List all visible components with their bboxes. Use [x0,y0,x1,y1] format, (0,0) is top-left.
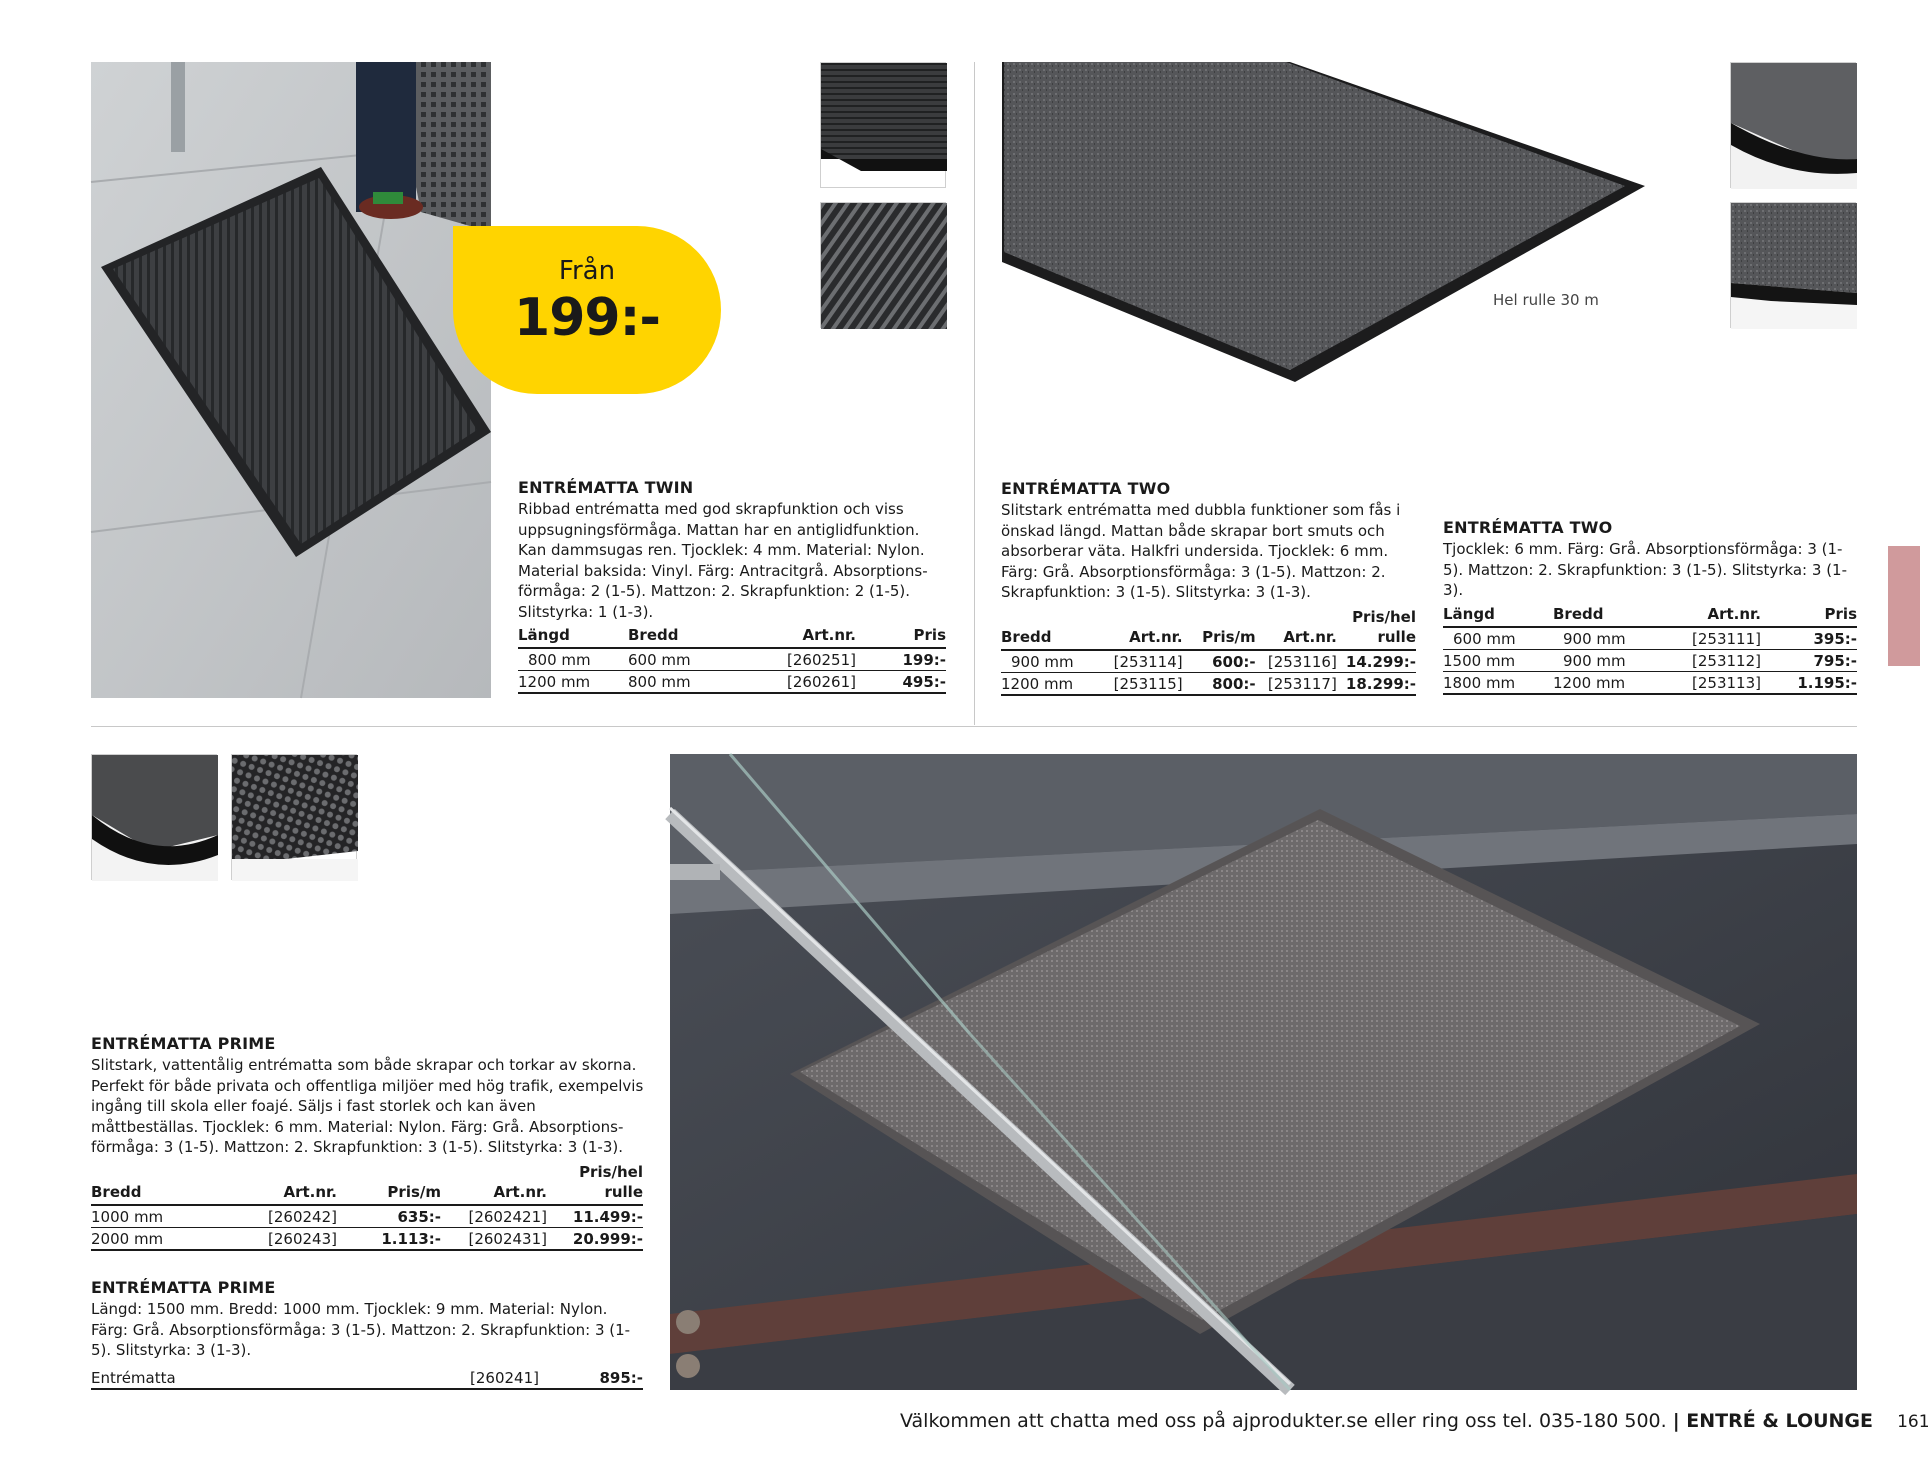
roll-length-caption: Hel rulle 30 m [1493,291,1599,309]
two-roll-graphic [1000,62,1660,392]
price-badge [453,226,721,394]
two-corner-graphic [1731,63,1857,189]
table-header-row [91,1162,643,1205]
cell-length: 1800 mm [1443,671,1553,694]
two-roll-description: Slitstark entrématta med dubbla funktioner som fås i önskad längd. Mattan både skrapar bort smuts och absorberar väta. Halkfri undersida. Tjocklek: 6 mm. Färg: Grå. Absorptionsförmåga: 3 (1-5). Mattzon: 2. Skrapfunktion: 3 (1-5). Slitstyrka: 3 (1-3). [1001,501,1401,601]
footer-contact-text: Välkommen att chatta med oss på ajprodukter.se eller ring oss tel. 035-180 500. [900,1410,1667,1432]
page-footer [900,1410,1930,1432]
two-roll-photo [1000,62,1660,392]
col-price-m-header: Pris/m [1183,607,1256,650]
cell-artnr: [253113] [1663,671,1761,694]
col-length-header: Längd [1443,605,1553,627]
badge-price: 199:- [514,288,660,348]
section-tab [1888,546,1920,666]
footer-section-label: | ENTRÉ & LOUNGE [1672,1410,1874,1432]
cell-price-roll: 20.999:- [547,1227,643,1250]
prime-thumb-texture [231,754,357,880]
two-fixed-price-table [1443,605,1857,695]
table-row [91,1367,643,1389]
cell-price: 495:- [856,671,946,694]
cell-width: 900 mm [1553,627,1663,650]
col-price-header: Pris [1761,605,1857,627]
col-artnr-header: Art.nr. [738,626,856,648]
cell-artnr: [260251] [738,648,856,671]
col-artnr2-header: Art.nr. [1256,607,1337,650]
cell-artnr: [253111] [1663,627,1761,650]
two-roll-block [1001,479,1421,696]
table-header-row [1443,605,1857,627]
two-fixed-description: Tjocklek: 6 mm. Färg: Grå. Absorptionsförmåga: 3 (1-5). Mattzon: 2. Skrapfunktion: 3 (1-5). Slitstyrka: 3 (1-3). [1443,540,1847,599]
cell-price-roll: 14.299:- [1337,650,1416,673]
page-number: 161 [1897,1412,1930,1432]
cell-artnr: [260243] [241,1227,337,1250]
prime-fixed-block [91,1278,646,1390]
section-divider [91,726,1857,727]
cell-width: 1200 mm [1001,672,1097,695]
cell-artnr2: [2602431] [441,1227,547,1250]
cell-price-m: 600:- [1183,650,1256,673]
col-length-header: Längd [518,626,628,648]
cell-width: 900 mm [1001,650,1097,673]
prime-roll-block [91,1034,646,1251]
table-row [518,648,946,671]
table-row [1001,672,1416,695]
prime-roll-title: ENTRÉMATTA PRIME [91,1034,276,1053]
prime-fixed-title: ENTRÉMATTA PRIME [91,1278,276,1297]
twin-thumb-texture [820,202,946,328]
two-thumb-corner [1730,62,1856,188]
cell-product: Entrématta [91,1367,419,1389]
prime-roll-price-table [91,1162,643,1251]
cell-width: 600 mm [628,648,738,671]
two-thumb-edge [1730,202,1856,328]
cell-artnr: [253115] [1097,672,1182,695]
cell-width: 1000 mm [91,1205,241,1228]
cell-width: 900 mm [1553,649,1663,671]
table-row [91,1227,643,1250]
cell-price: 395:- [1761,627,1857,650]
two-fixed-block [1443,518,1858,695]
cell-artnr: [253112] [1663,649,1761,671]
cell-artnr: [260241] [419,1367,539,1389]
cell-artnr: [253114] [1097,650,1182,673]
prime-texture-graphic [232,755,358,881]
col-width-header: Bredd [1553,605,1663,627]
table-row [1001,650,1416,673]
cell-price-m: 635:- [337,1205,441,1228]
twin-block [518,478,948,694]
twin-lifestyle-photo [91,62,491,698]
table-row [518,671,946,694]
col-width-header: Bredd [1001,607,1097,650]
two-roll-price-table [1001,607,1416,696]
col-artnr-header: Art.nr. [241,1162,337,1205]
table-row [1443,627,1857,650]
cell-price-m: 800:- [1183,672,1256,695]
table-row [91,1205,643,1228]
col-price-header: Pris [856,626,946,648]
twin-price-table [518,626,946,694]
col-price-m-header: Pris/m [337,1162,441,1205]
col-artnr-header: Art.nr. [1097,607,1182,650]
table-header-row [1001,607,1416,650]
two-fixed-title: ENTRÉMATTA TWO [1443,518,1613,537]
cell-length: 1500 mm [1443,649,1553,671]
column-divider [974,62,975,725]
cell-price: 895:- [539,1367,643,1389]
twin-description: Ribbad entrématta med god skrapfunktion och viss uppsugningsförmåga. Mattan har en antiglidfunktion. Kan dammsugas ren. Tjocklek: 4 mm. Material: Nylon. Material baksida: Vinyl. Färg: Antracitgrå. Absorptions-förmåga: 2 (1-5). Mattzon: 2. Skrapfunktion: 2 (1-5). Slitstyrka: 1 (1-3). [518,500,928,621]
col-artnr2-header: Art.nr. [441,1162,547,1205]
twin-texture-graphic [821,203,947,329]
table-row [1443,671,1857,694]
cell-width: 1200 mm [1553,671,1663,694]
cell-price: 795:- [1761,649,1857,671]
col-price-roll-header: Pris/hel rulle [1337,607,1416,650]
twin-thumb-corner [820,62,946,188]
col-width-header: Bredd [91,1162,241,1205]
table-header-row [518,626,946,648]
two-roll-title: ENTRÉMATTA TWO [1001,479,1171,498]
cell-price-roll: 11.499:- [547,1205,643,1228]
col-price-roll-header: Pris/hel rulle [547,1162,643,1205]
prime-thumb-corner [91,754,217,880]
cell-price-roll: 18.299:- [1337,672,1416,695]
stair-photo-graphic [670,754,1857,1390]
col-width-header: Bredd [628,626,738,648]
prime-roll-description: Slitstark, vattentålig entrématta som både skrapar och torkar av skorna. Perfekt för både privata och offentliga miljöer med hög trafik, exempelvis ingång till skola eller foajé. Säljs i fast storlek och kan även måttbeställas. Tjocklek: 6 mm. Material: Nylon. Färg: Grå. Absorptions-förmåga: 3 (1-5). Mattzon: 2. Skrapfunktion: 3 (1-5). Slitstyrka: 3 (1-3). [91,1056,644,1156]
cell-artnr2: [253117] [1256,672,1337,695]
col-artnr-header: Art.nr. [1663,605,1761,627]
twin-title: ENTRÉMATTA TWIN [518,478,694,497]
cell-artnr: [260261] [738,671,856,694]
cell-artnr2: [2602421] [441,1205,547,1228]
cell-price: 1.195:- [1761,671,1857,694]
table-row [1443,649,1857,671]
prime-fixed-price-table [91,1367,643,1390]
cell-length: 600 mm [1443,627,1553,650]
prime-fixed-description: Längd: 1500 mm. Bredd: 1000 mm. Tjocklek: 9 mm. Material: Nylon. Färg: Grå. Absorptionsförmåga: 3 (1-5). Mattzon: 2. Skrapfunktion: 3 (1-5). Slitstyrka: 3 (1-3). [91,1300,631,1359]
cell-width: 800 mm [628,671,738,694]
prime-lifestyle-photo [670,754,1857,1390]
cell-price: 199:- [856,648,946,671]
cell-width: 2000 mm [91,1227,241,1250]
prime-corner-graphic [92,755,218,881]
cell-artnr2: [253116] [1256,650,1337,673]
cell-length: 1200 mm [518,671,628,694]
two-edge-graphic [1731,203,1857,329]
badge-from-label: Från [558,256,616,286]
cell-price-m: 1.113:- [337,1227,441,1250]
cell-artnr: [260242] [241,1205,337,1228]
twin-photo-graphic [91,62,491,698]
twin-corner-graphic [821,63,947,189]
cell-length: 800 mm [518,648,628,671]
